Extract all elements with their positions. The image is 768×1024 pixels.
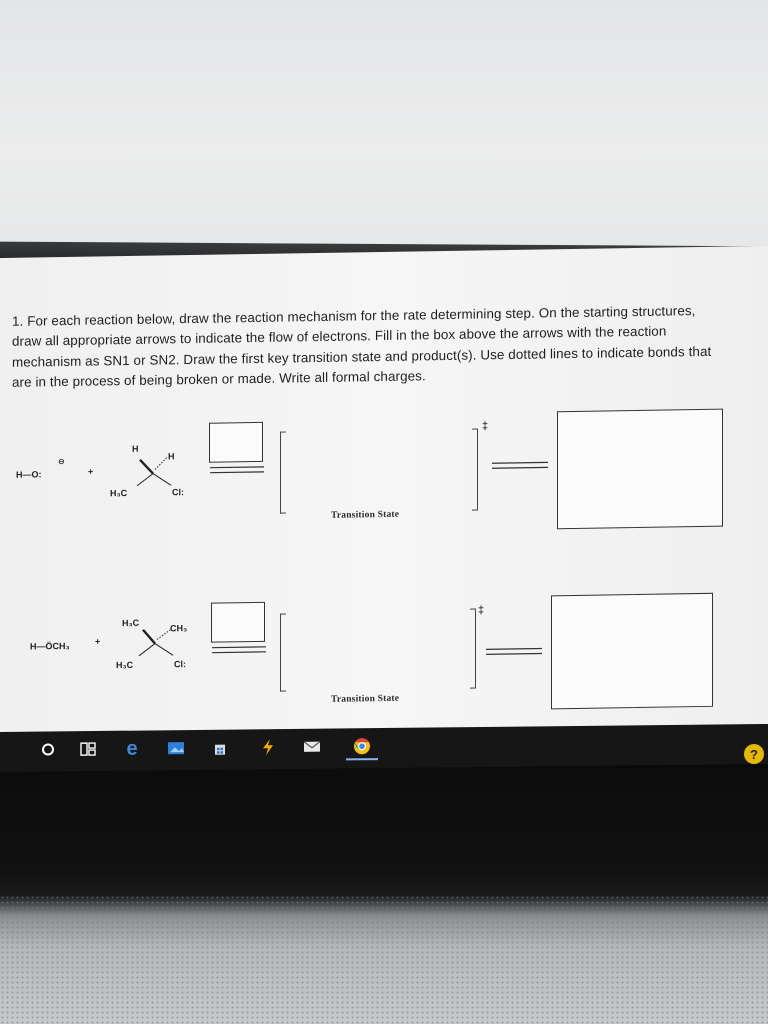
r1-dagger: ‡ bbox=[482, 420, 489, 433]
r1-ts-label: Transition State bbox=[331, 509, 400, 521]
edge-icon[interactable]: e bbox=[126, 737, 138, 760]
r1-charge: ⊖ bbox=[58, 456, 65, 467]
r1-ts-bracket-left bbox=[280, 432, 286, 514]
r1-ch3: H₃C bbox=[110, 488, 128, 499]
task-view-icon[interactable] bbox=[76, 737, 100, 761]
r2-dagger: ‡ bbox=[478, 604, 485, 617]
question-text: 1. For each reaction below, draw the reaction mechanism for the rate determining step. On the starting structures, draw all appropriate arrows to indicate the flow of electrons. Fill in the box above the arrows with the reaction mechanism as SN1 or SN2. Draw the first key transition state and product(s). Use dotted lines to indicate bonds that are in the process of being broken or made. Write all formal charges. bbox=[12, 303, 712, 390]
photos-icon[interactable] bbox=[164, 736, 188, 760]
r2-ch3-bottom: H₃C bbox=[116, 659, 134, 671]
r1-product-box[interactable] bbox=[557, 409, 723, 530]
r2-plus: + bbox=[95, 636, 101, 647]
r2-bonds bbox=[135, 625, 195, 666]
taskbar bbox=[0, 724, 768, 772]
app-bolt-icon[interactable] bbox=[256, 735, 280, 759]
r2-ts-label: Transition State bbox=[331, 693, 400, 705]
r2-ts-bracket-right bbox=[470, 609, 476, 689]
screen bbox=[0, 246, 768, 738]
r1-h1: H bbox=[132, 443, 139, 454]
r2-ts-bracket-left bbox=[280, 614, 286, 692]
r2-ch3-top-left: H₃C bbox=[122, 617, 140, 629]
r2-product-arrow bbox=[484, 645, 546, 658]
document-page bbox=[0, 246, 768, 738]
cortana-circle-icon[interactable] bbox=[36, 737, 60, 761]
r1-mechanism-box[interactable] bbox=[209, 422, 263, 463]
chrome-icon[interactable] bbox=[346, 734, 378, 760]
r2-ch3-top-right: CH₃ bbox=[170, 623, 188, 634]
r1-product-arrow bbox=[490, 459, 552, 472]
mail-icon[interactable] bbox=[300, 735, 324, 759]
r1-bonds bbox=[125, 451, 185, 492]
r2-mechanism-box[interactable] bbox=[211, 602, 265, 643]
help-icon[interactable]: ? bbox=[744, 744, 764, 764]
r1-ts-bracket-right bbox=[472, 428, 478, 510]
r2-leaving-group: Cl: bbox=[174, 659, 186, 670]
r2-product-box[interactable] bbox=[551, 593, 713, 710]
r1-h2: H bbox=[168, 451, 175, 462]
r1-equilibrium-arrow bbox=[208, 464, 266, 477]
store-icon[interactable] bbox=[208, 736, 232, 760]
speaker-grille bbox=[0, 895, 768, 1024]
r1-plus: + bbox=[88, 466, 94, 477]
r1-leaving-group: Cl: bbox=[172, 487, 184, 498]
wall-background bbox=[0, 0, 768, 255]
r2-nucleophile: H—ÖCH₃ bbox=[30, 640, 70, 652]
r2-equilibrium-arrow bbox=[210, 644, 268, 657]
r1-nucleophile: H—O: bbox=[16, 469, 42, 480]
